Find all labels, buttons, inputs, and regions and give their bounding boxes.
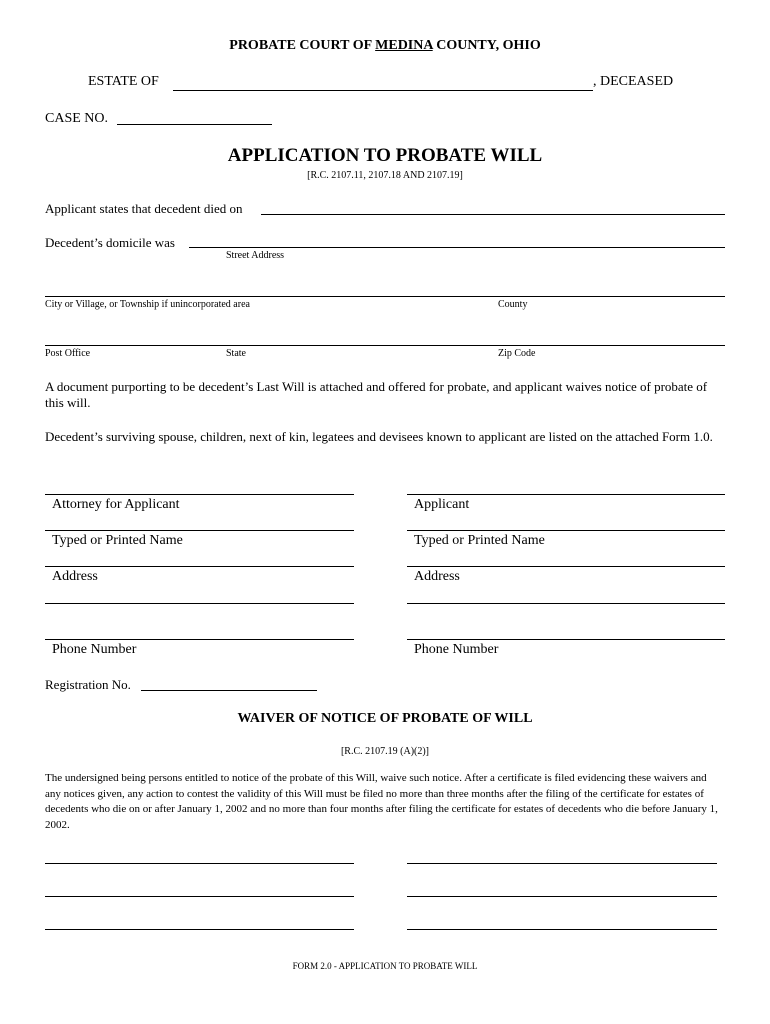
county-caption: County [498,299,528,310]
next-of-kin-paragraph: Decedent’s surviving spouse, children, next of kin, legatees and devisees known to applicant are listed on the attached Form 1.0. [45,429,713,444]
zip-code-caption: Zip Code [498,348,536,359]
applicant-phone-label: Phone Number [414,642,499,657]
title-statute: [R.C. 2107.11, 2107.18 AND 2107.19] [307,170,463,181]
post-office-state-zip-field[interactable] [45,345,725,346]
registration-label: Registration No. [45,677,131,692]
waiver-signature-line-4[interactable] [407,896,717,897]
waiver-signature-line-6[interactable] [407,929,717,930]
applicant-signature-line[interactable] [407,494,725,495]
applicant-typed-name-line[interactable] [407,530,725,531]
court-heading [0,38,770,54]
estate-of-label: ESTATE OF [88,74,159,89]
street-address-caption: Street Address [226,250,285,261]
city-county-field[interactable] [45,296,725,297]
form-footer-label: FORM 2.0 - APPLICATION TO PROBATE WILL [292,961,478,971]
estate-name-field[interactable] [173,90,593,91]
waiver-statute: [R.C. 2107.19 (A)(2)] [340,746,430,757]
waiver-signature-line-5[interactable] [45,929,354,930]
will-attached-paragraph: A document purporting to be decedent’s Last Will is attached and offered for probate, and applicant waives notice of probate of this will. [45,379,708,410]
registration-no-field[interactable] [141,690,317,691]
attorney-phone-label: Phone Number [52,642,137,657]
applicant-phone-line[interactable] [407,639,725,640]
city-village-caption: City or Village, or Township if unincorporated area [45,299,250,310]
attorney-phone-line[interactable] [45,639,354,640]
county-name: MEDINA [375,38,433,53]
died-on-label: Applicant states that decedent died on [45,201,243,216]
attorney-address-line[interactable] [45,566,354,567]
attorney-typed-name-label: Typed or Printed Name [52,533,183,548]
domicile-label: Decedent’s domicile was [45,235,175,250]
applicant-label: Applicant [414,497,470,512]
applicant-address-line[interactable] [407,566,725,567]
applicant-address-line-2[interactable] [407,603,725,604]
attorney-address-line-2[interactable] [45,603,354,604]
applicant-address-label: Address [414,569,460,584]
post-office-caption: Post Office [45,348,91,359]
waiver-signature-line-3[interactable] [45,896,354,897]
court-suffix: COUNTY, OHIO [432,38,541,53]
case-no-label: CASE NO. [45,111,109,126]
court-prefix: PROBATE COURT OF [229,38,376,53]
date-of-death-field[interactable] [261,214,725,215]
waiver-paragraph: The undersigned being persons entitled to notice of the probate of this Will, waive such notice. After a certificate is filed evidencing these waivers and any notices given, any action to contest the validity of this Will must be filed no more than three months after the filing of the certificate for estates of decedents who die on or after January 1, 2002 and no more than four months after filing the certificate for estates of decedents who die before January 1, 2002. [45,772,718,831]
attorney-address-label: Address [52,569,98,584]
waiver-signature-line-1[interactable] [45,863,354,864]
waiver-title: WAIVER OF NOTICE OF PROBATE OF WILL [237,711,533,726]
deceased-label: , DECEASED [593,74,674,89]
waiver-signature-line-2[interactable] [407,863,717,864]
state-caption: State [226,348,246,359]
page-title: APPLICATION TO PROBATE WILL [227,145,543,166]
attorney-label: Attorney for Applicant [52,497,180,512]
street-address-field[interactable] [189,247,725,248]
attorney-signature-line[interactable] [45,494,354,495]
applicant-typed-name-label: Typed or Printed Name [414,533,545,548]
case-no-field[interactable] [117,124,272,125]
attorney-typed-name-line[interactable] [45,530,354,531]
